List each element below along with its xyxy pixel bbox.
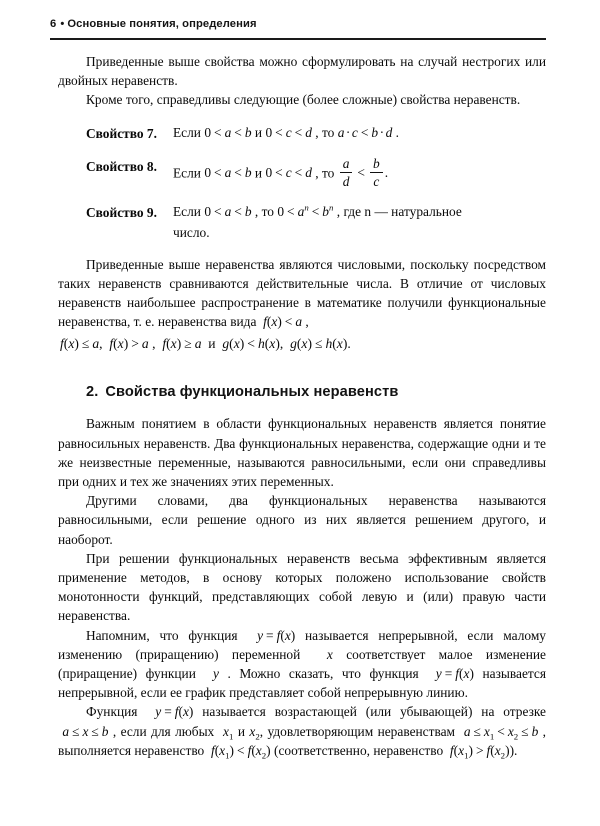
monotone-conjunction: и [237,723,245,739]
property-8-condition-2: 0 < c < d [265,165,312,181]
paragraph-2: Кроме того, справедливы следующие (более сложные) свойства неравенств. [86,92,521,108]
formula-y-eq-fx-2: y = f(x) [435,666,474,682]
property-9-line-1 [173,202,546,221]
formula-chain: f(x) ≤ a, f(x) > a , f(x) ≥ a и g(x) < h(x), g(x) ≤ h(x). [60,336,351,352]
fraction-numerator: a [342,155,350,171]
fraction-a-over-d [340,156,353,189]
property-7-conjunction: и [254,124,263,140]
property-8-condition-1: 0 < a < b [204,165,252,181]
variable-x2: $x_2$ [249,723,260,742]
monotone-lead: Функция [86,704,138,720]
formula-ineq-gt: $f(x_1) > f(x_2)$ [449,742,510,761]
property-7-if: Если [172,124,201,140]
section-number: 2. [86,384,99,401]
property-9-then: , то [254,203,274,219]
page-body [58,52,546,760]
property-7 [58,123,546,143]
variable-x: x [313,646,347,662]
property-7-condition-1: 0 < a < b [204,124,252,140]
paragraph-3 [58,255,546,332]
property-9-body [173,202,546,242]
monotone-after-x2: , удовлетворяющим неравенствам [259,723,456,739]
paragraph-continuity [58,626,546,703]
header-separator: • [60,18,65,30]
monotone-after-ineq: (соответственно, неравенство [273,742,444,758]
monotone-after-fx: называется возрастающей (или убывающей) на отрезке [202,704,547,720]
continuity-after-fx2: называется непрерывной, если ее график представляет собой непрерывную линию. [58,666,546,701]
inline-formula-f-lt-a: f(x) < a , [263,314,309,330]
property-8-period: . [384,165,389,181]
fraction-comparison-operator: < [357,165,365,181]
property-7-condition-2: 0 < c < d [265,124,312,140]
fraction-denominator: c [373,173,380,189]
section-title: Свойства функциональных неравенств [105,384,399,401]
continuity-lead: Напомним, что функция [86,627,238,643]
fraction-bar [370,172,383,173]
paragraph-3-text: Приведенные выше неравенства являются числовыми, поскольку посредством таких неравенств сравниваются действительные числа. В отличие от числовых неравенств наибольшее распространение в математике получили функциональные неравенства, т. е. неравенства вида [58,256,546,330]
paragraph-1: Приведенные выше свойства можно сформулировать на случай нестрогих или двойных неравенств. [58,54,546,89]
property-7-body [173,123,546,142]
property-8 [58,156,546,189]
fraction-numerator: b [372,155,380,171]
section-heading [86,384,546,400]
monotone-close: ). [509,742,518,758]
property-9-if: Если [172,203,201,219]
formula-y-eq-fx-3: y = f(x) [155,704,194,720]
header-title: Основные понятия, определения [67,18,257,30]
property-8-if: Если [172,165,201,181]
property-7-result: a · c < b · d . [337,124,399,140]
property-9-result: $0 < a^n < b^n$ [277,202,334,219]
property-7-then: , то [315,124,335,140]
running-head [50,18,546,30]
property-9-condition: 0 < a < b [204,203,252,219]
property-9-line-2: число. [172,224,210,240]
variable-y: y [204,666,228,682]
paragraph-4: Важным понятием в области функциональных неравенств является понятие равносильных неравенств. Два функциональных неравенства, содержащие одни и те же неизвестные переменные, называются равносильными, если они справедливы при одних и тех же значениях этих переменных. [58,416,546,490]
property-9-tail: , где n — натуральное [336,203,462,219]
formula-chain-line [58,334,546,354]
variable-x1: $x_1$ [223,723,234,742]
continuity-after-fx: называется непрерывной, если малому изменению (приращению) переменной [58,627,546,662]
paragraph-monotone [58,702,546,760]
monotone-after-seg: , если для любых [112,723,215,739]
property-8-conjunction: и [254,165,263,181]
page-folio: 6 [50,18,57,30]
monotone-after-chain: , выполняется неравенство [58,723,547,758]
property-8-label: Свойство 8. [86,158,157,174]
fraction-bar [340,172,353,173]
paragraph-5: Другими словами, два функциональных неравенства называются равносильными, если решение одного из них является решением другого, и наоборот. [58,493,546,547]
property-8-result [338,155,389,189]
fraction-b-over-c [370,156,383,189]
formula-y-eq-fx-1: y = f(x) [257,627,296,643]
formula-ineq-lt: $f(x_1) < f(x_2)$ [210,742,271,761]
continuity-after-y: . Можно сказать, что функция [227,666,419,682]
continuity-after-x: соответствует малое изменение (приращение) функции [58,646,546,682]
paragraph-6: При решении функциональных неравенств весьма эффективным является применение методов, в основу которых положено использование свойств монотонности функций, представляющих собой левую и (или) правую части неравенства. [58,550,546,624]
property-7-label: Свойство 7. [86,125,157,141]
property-8-then: , то [315,165,335,181]
property-9-label: Свойство 9. [86,204,157,220]
fraction-denominator: d [342,173,350,189]
formula-chain-x: $a \le x_1 < x_2 \le b$ [463,723,539,742]
property-8-body [173,156,546,189]
property-9 [58,202,546,242]
formula-segment: a ≤ x ≤ b [62,723,109,739]
header-rule [50,38,546,40]
